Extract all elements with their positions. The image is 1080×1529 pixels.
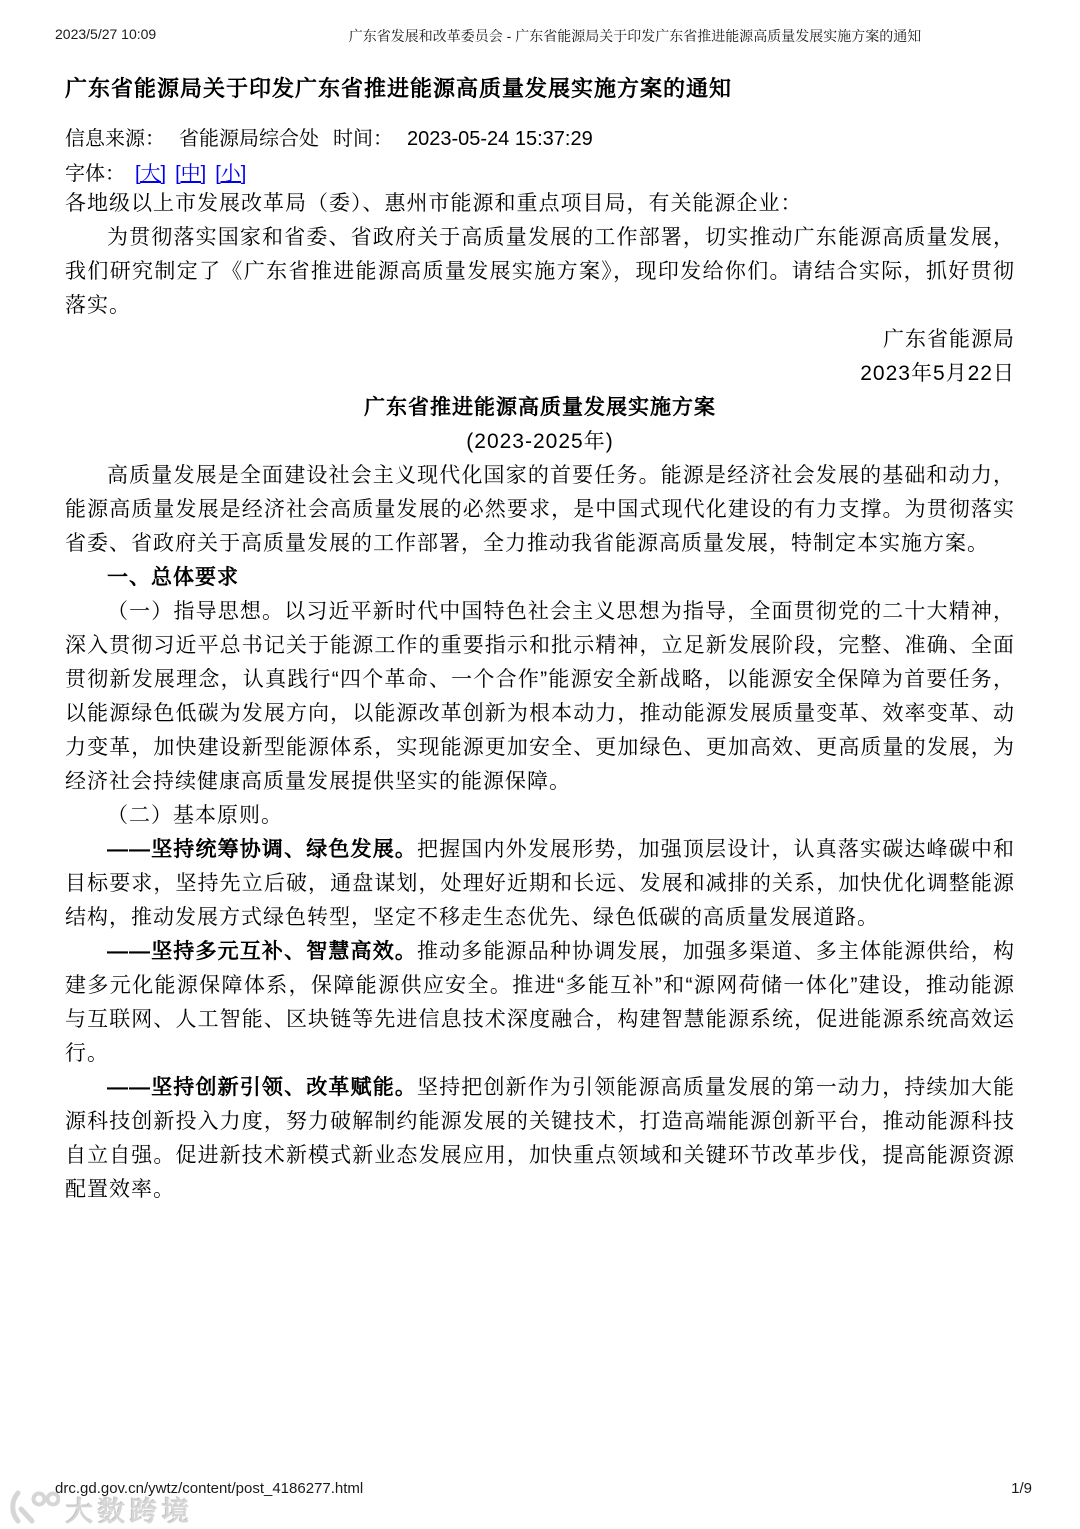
basic-principles-heading: （二）基本原则。 xyxy=(107,804,283,827)
font-size-selector xyxy=(65,161,1015,187)
principle-item-body: 把握国内外发展形势，加强顶层设计，认真落实碳达峰碳中和目标要求，坚持先立后破，通盘谋划，处理好近期和长远、发展和减排的关系，加快优化调整能源结构，推动发展方式绿色转型，坚定不移走生态优先、绿色低碳的高质量发展道路。 xyxy=(65,838,1015,929)
principle-item-lead: ——坚持统筹协调、绿色发展。 xyxy=(107,838,417,861)
dashu-logo-icon xyxy=(6,1490,60,1529)
plan-title: 广东省推进能源高质量发展实施方案 xyxy=(364,396,716,419)
principle-item xyxy=(65,935,1015,1071)
signature-date: 2023年5月22日 xyxy=(860,362,1015,385)
watermark-brand: 大数跨境 xyxy=(66,1497,194,1527)
principle-item-lead: ——坚持创新引领、改革赋能。 xyxy=(107,1076,417,1099)
font-size-small-link[interactable]: [小] xyxy=(215,163,247,185)
principle-item xyxy=(65,833,1015,935)
principle-item xyxy=(65,1071,1015,1207)
principle-item-body: 推动多能源品种协调发展，加强多渠道、多主体能源供给，构建多元化能源保障体系，保障能源供应安全。推进“多能互补”和“源网荷储一体化”建设，推动能源与互联网、人工智能、区块链等先进信息技术深度融合，构建智慧能源系统，促进能源系统高效运行。 xyxy=(65,940,1015,1065)
signature: 广东省能源局 xyxy=(883,328,1015,351)
principle-item-body: 坚持把创新作为引领能源高质量发展的第一动力，持续加大能源科技创新投入力度，努力破解制约能源发展的关键技术，打造高端能源创新平台，推动能源科技自立自强。促进新技术新模式新业态发展应用，加快重点领域和关键环节改革步伐，提高能源资源配置效率。 xyxy=(65,1076,1015,1201)
article-title: 广东省能源局关于印发广东省推进能源高质量发展实施方案的通知 xyxy=(65,76,733,101)
section-heading: 一、总体要求 xyxy=(107,566,239,589)
font-size-large-link[interactable]: [大] xyxy=(135,163,167,185)
salutation: 各地级以上市发展改革局（委）、惠州市能源和重点项目局，有关能源企业： xyxy=(65,192,803,215)
font-size-label: 字体： xyxy=(65,163,125,185)
meta-source-value: 省能源局综合处 xyxy=(179,128,319,150)
print-timestamp: 2023/5/27 10:09 xyxy=(55,26,157,42)
document-body xyxy=(65,187,1015,1207)
notice-paragraph: 为贯彻落实国家和省委、省政府关于高质量发展的工作部署，切实推动广东能源高质量发展，我们研究制定了《广东省推进能源高质量发展实施方案》，现印发给你们。请结合实际，抓好贯彻落实。 xyxy=(65,226,1015,317)
print-footer xyxy=(55,1480,1032,1497)
page-indicator: 1/9 xyxy=(1011,1480,1032,1497)
principle-item-lead: ——坚持多元互补、智慧高效。 xyxy=(107,940,417,963)
intro-paragraph: 高质量发展是全面建设社会主义现代化国家的首要任务。能源是经济社会发展的基础和动力，能源高质量发展是经济社会高质量发展的必然要求，是中国式现代化建设的有力支撑。为贯彻落实省委、省政府关于高质量发展的工作部署，全力推动我省能源高质量发展，特制定本实施方案。 xyxy=(65,464,1015,555)
meta-source-label: 信息来源： xyxy=(65,128,165,150)
guiding-thought-paragraph: （一）指导思想。以习近平新时代中国特色社会主义思想为指导，全面贯彻党的二十大精神，深入贯彻习近平总书记关于能源工作的重要指示和批示精神，立足新发展阶段，完整、准确、全面贯彻新发展理念，认真践行“四个革命、一个合作”能源安全新战略，以能源安全保障为首要任务，以能源绿色低碳为发展方向，以能源改革创新为根本动力，推动能源发展质量变革、效率变革、动力变革，加快建设新型能源体系，实现能源更加安全、更加绿色、更加高效、更高质量的发展，为经济社会持续健康高质量发展提供坚实的能源保障。 xyxy=(65,600,1015,793)
plan-period: (2023-2025年) xyxy=(466,430,614,453)
print-page-title: 广东省发展和改革委员会 - 广东省能源局关于印发广东省推进能源高质量发展实施方案的通知 xyxy=(348,28,922,44)
footer-url: drc.gd.gov.cn/ywtz/content/post_4186277.html xyxy=(55,1480,364,1497)
article-meta-line xyxy=(65,126,1015,152)
meta-time-label: 时间： xyxy=(333,128,393,150)
font-size-medium-link[interactable]: [中] xyxy=(175,163,207,185)
meta-time-value: 2023-05-24 15:37:29 xyxy=(407,128,593,150)
print-header xyxy=(0,0,1080,46)
